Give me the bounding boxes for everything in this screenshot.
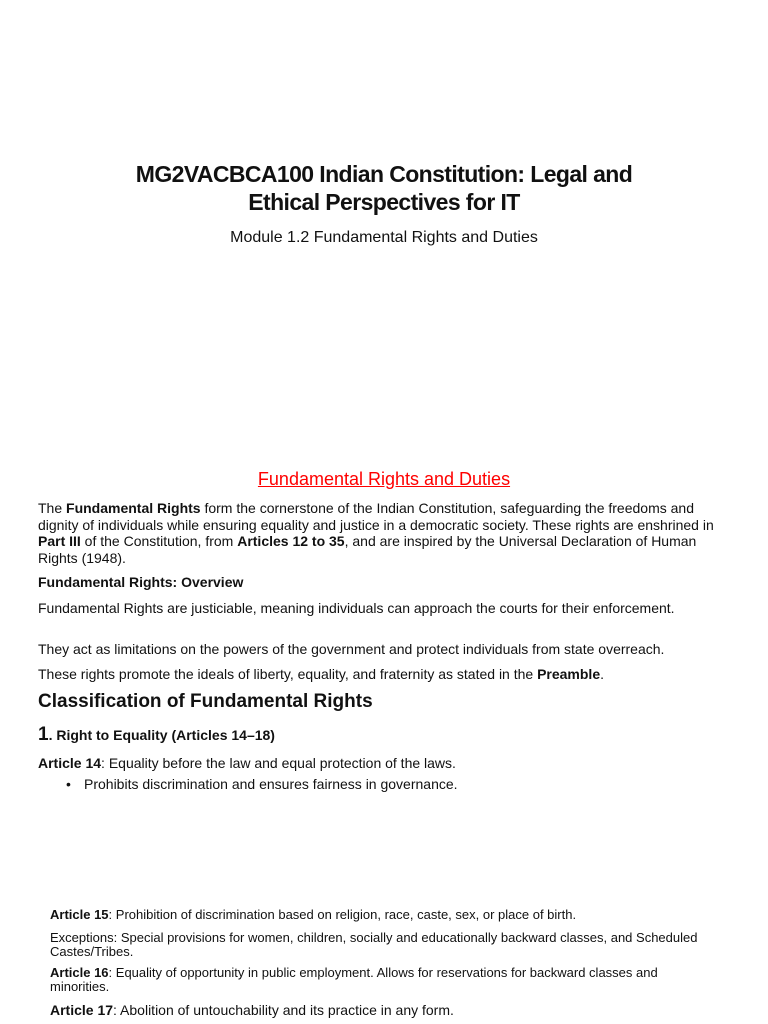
overview-paragraph-3: These rights promote the ideals of liberty, equality, and fraternity as stated in the Preamble. (38, 666, 605, 682)
article-15: Article 15: Prohibition of discrimination based on religion, race, caste, sex, or place of birth. (50, 907, 577, 922)
bullet-icon: • (66, 776, 71, 792)
article-15-exceptions: Exceptions: Special provisions for women, children, socially and educationally backward classes, and Scheduled Castes/Tribes. (50, 930, 698, 959)
overview-heading: Fundamental Rights: Overview (38, 574, 244, 590)
document-subtitle: Module 1.2 Fundamental Rights and Duties (230, 229, 538, 246)
article-14-bullet: • Prohibits discrimination and ensures fairness in governance. (66, 776, 458, 792)
intro-paragraph: The Fundamental Rights form the cornerstone of the Indian Constitution, safeguarding the freedoms and dignity of individuals while ensuring equality and justice in a democratic society. These rights are enshrined in Part III of the Constitution, from Articles 12 to 35, and are inspired by the Universal Declaration of Human Rights (1948). (38, 500, 714, 566)
article-14: Article 14: Equality before the law and equal protection of the laws. (38, 755, 456, 771)
right-to-equality-heading: 1. Right to Equality (Articles 14–18) (38, 724, 275, 745)
section-title: Fundamental Rights and Duties (257, 469, 511, 489)
overview-paragraph-1: Fundamental Rights are justiciable, meaning individuals can approach the courts for their enforcement. (38, 600, 675, 616)
classification-heading: Classification of Fundamental Rights (38, 691, 373, 712)
article-17: Article 17: Abolition of untouchability and its practice in any form. (50, 1002, 454, 1018)
title-line-2: Ethical Perspectives for IT (248, 189, 520, 215)
overview-paragraph-2: They act as limitations on the powers of the government and protect individuals from state overreach. (38, 641, 665, 657)
title-line-1: MG2VACBCA100 Indian Constitution: Legal and (135, 161, 633, 187)
article-16: Article 16: Equality of opportunity in public employment. Allows for reservations for backward classes and minorities. (50, 965, 658, 994)
document-title (0, 160, 768, 216)
